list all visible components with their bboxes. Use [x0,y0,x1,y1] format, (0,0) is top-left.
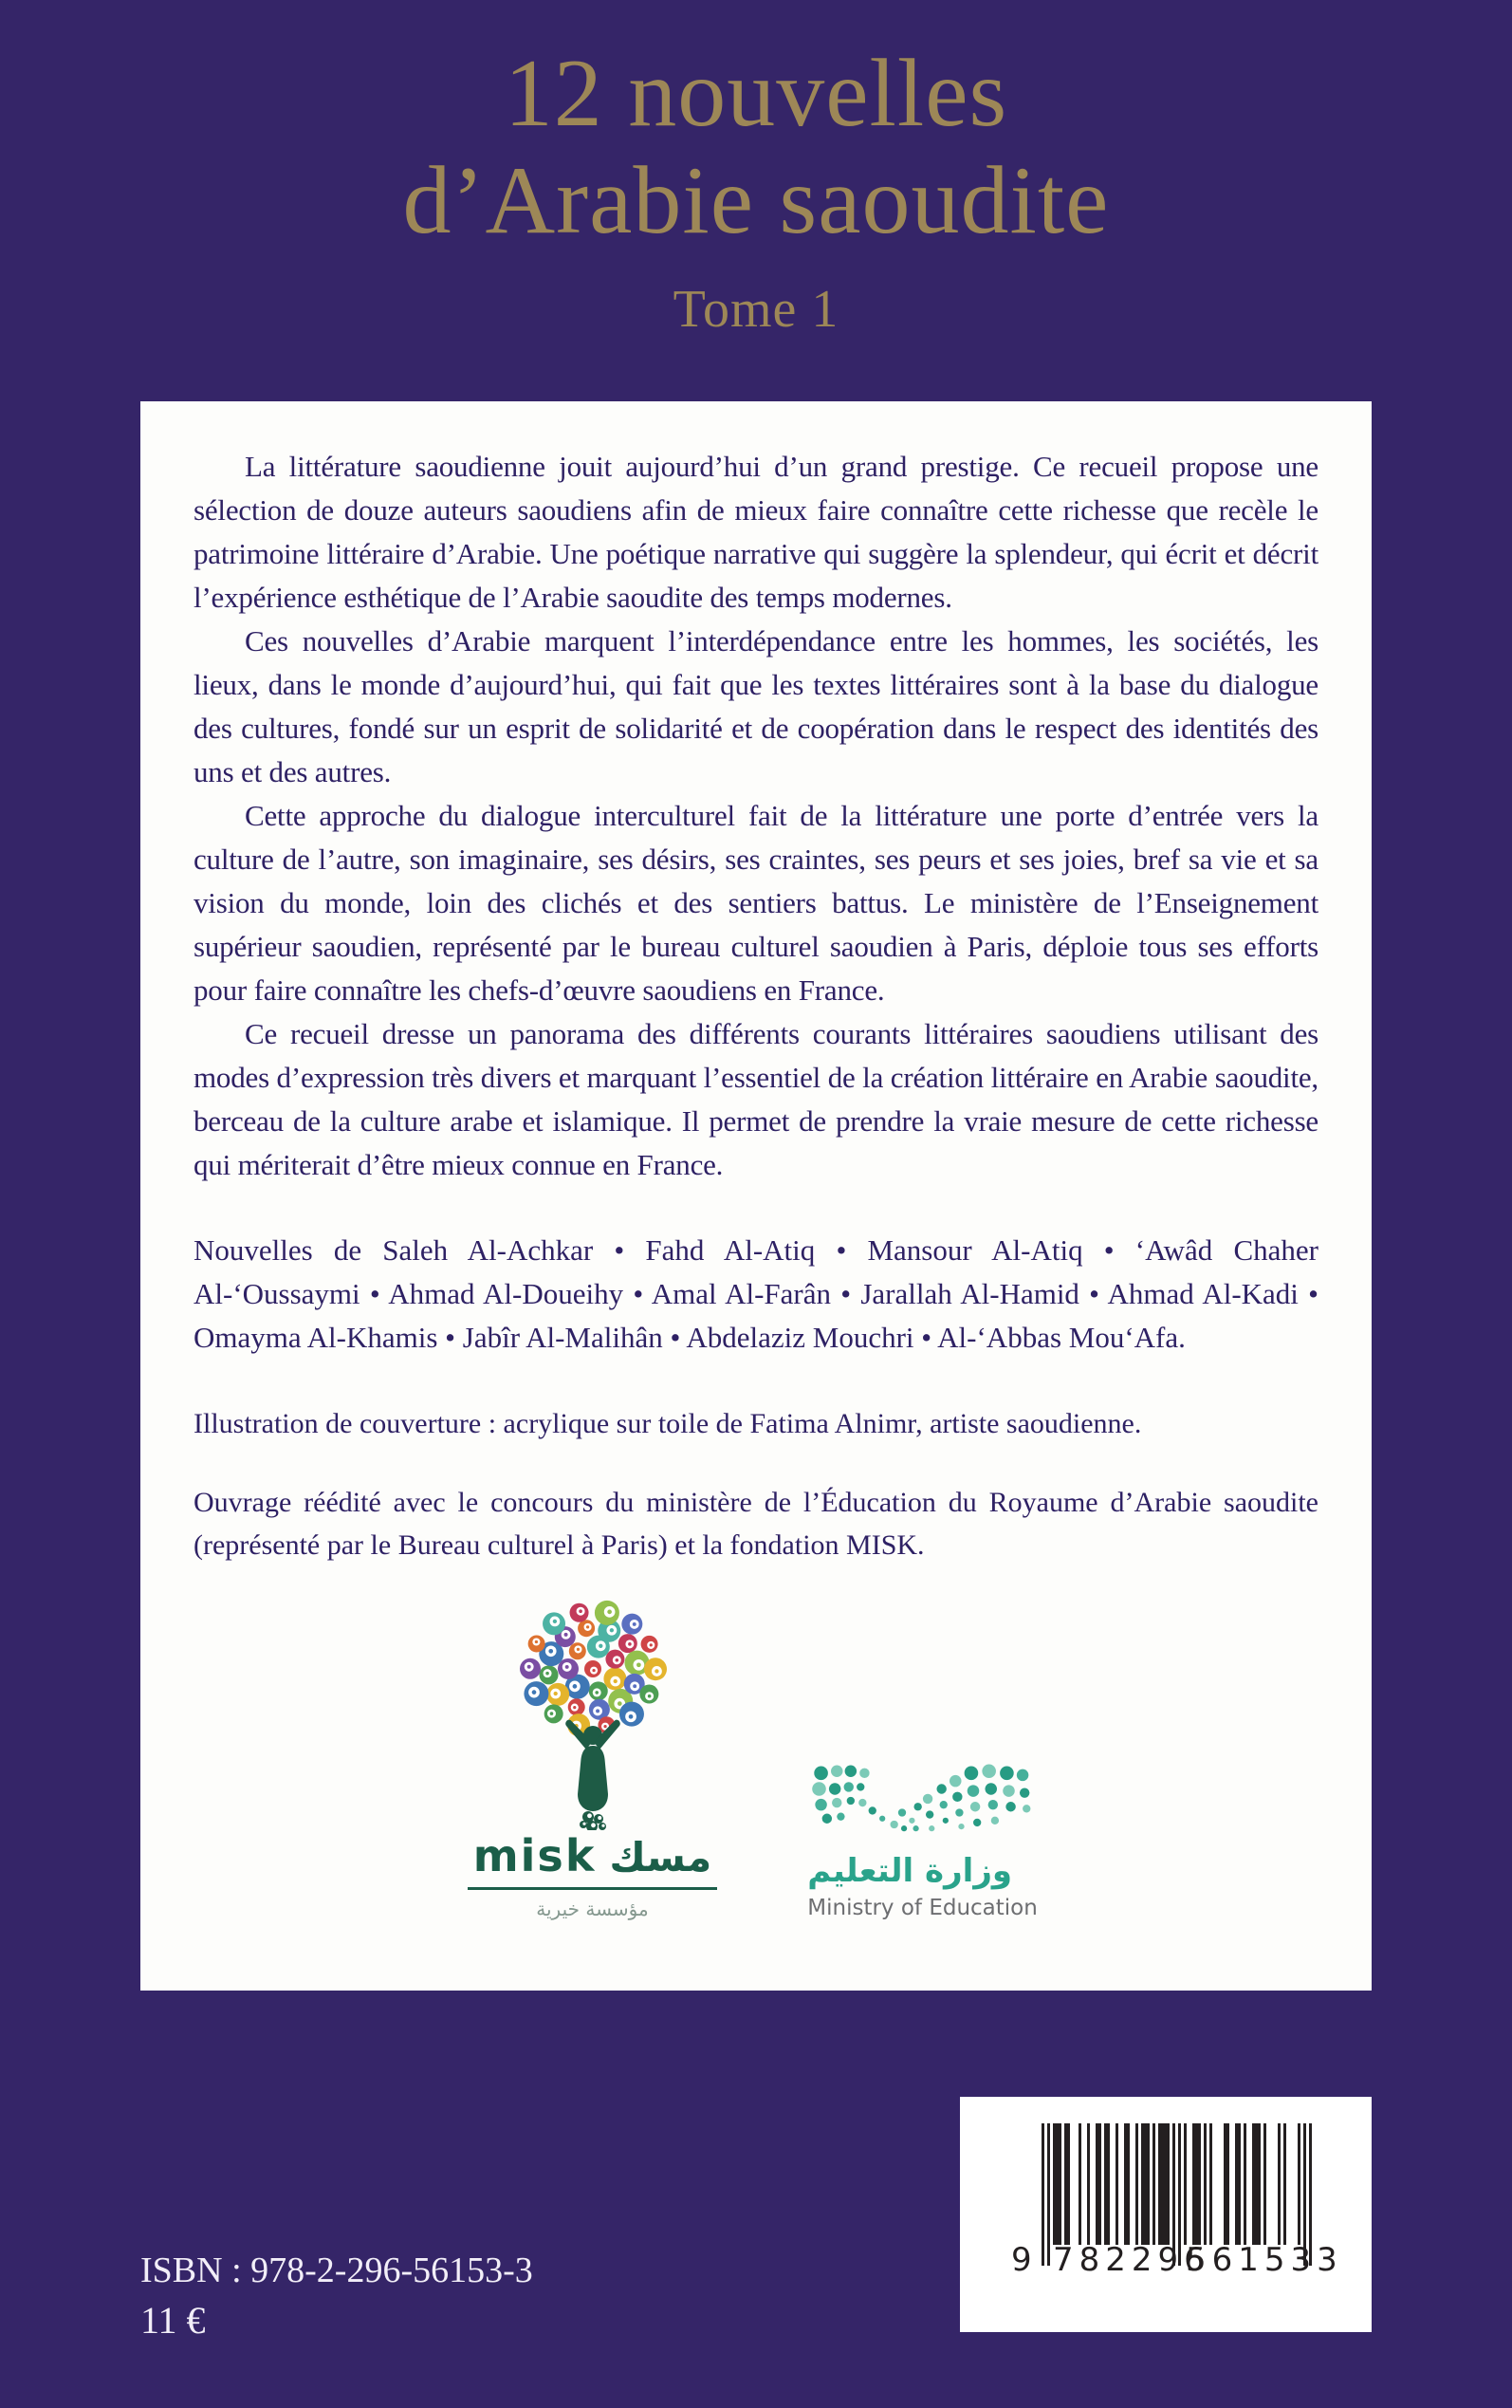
body-paragraph: Ces nouvelles d’Arabie marquent l’interdépendance entre les hommes, les sociétés, les lieux, dans le monde d’aujourd’hui, qui fait que les textes littéraires sont à la base du dialogue des cultures, fondé sur un esprit de solidarité et de coopération dans le respect des identités des uns et des autres. [194,624,1318,788]
book-volume: Tome 1 [673,280,839,339]
book-title-line-1: 12 nouvelles [504,40,1008,147]
publisher-logos-row [194,1593,1318,1920]
reissue-note: Ouvrage réédité avec le concours du ministère de l’Éducation du Royaume d’Arabie saoudite (représenté par le Bureau culturel à Paris) et la fondation MISK. [194,1487,1318,1561]
ministry-name-arabic: وزارة التعليم [807,1852,1013,1890]
barcode-digits-group2: 561533 [1186,2241,1343,2279]
misk-foundation-logo [468,1593,718,1920]
barcode-digits-group1: 782296 [1053,2241,1210,2279]
body-paragraph: La littérature saoudienne jouit aujourd’hui d’un grand prestige. Ce recueil propose une sélection de douze auteurs saoudiens afin de mieux faire connaître cette richesse que recèle le patrimoine littéraire d’Arabie. Une poétique narrative qui suggère la splendeur, qui écrit et décrit l’expérience esthétique de l’Arabie saoudite des temps modernes. [194,450,1318,614]
barcode-digit-left: 9 [1011,2241,1038,2279]
illustration-credit: Illustration de couverture : acrylique sur toile de Fatima Alnimr, artiste saoudienne. [194,1408,1142,1439]
book-title-line-2: d’Arabie saoudite [402,147,1110,254]
misk-tree-icon [493,1593,692,1830]
misk-tagline-arabic: مؤسسة خيرية [536,1898,649,1920]
misk-wordmark [468,1830,718,1890]
title-block [0,40,1512,338]
misk-arabic-text: مسك [609,1834,712,1880]
ministry-name-english: Ministry of Education [807,1896,1038,1920]
misk-latin-text: misk [472,1830,597,1881]
barcode-wrap [1011,2123,1343,2313]
price-label: 11 € [140,2299,206,2342]
barcode [960,2097,1372,2332]
ministry-of-education-logo [807,1759,1044,1920]
footer-text [140,2247,533,2347]
authors-list: Nouvelles de Saleh Al-Achkar • Fahd Al-Atiq • Mansour Al-Atiq • ‘Awâd Chaher Al-‘Oussaymi • Ahmad Al-Doueihy • Amal Al-Farân • Jarallah Al-Hamid • Ahmad Al-Kadi • Omayma Al-Khamis • Jabîr Al-Malihân • Abdelaziz Mouchri • Al-‘Abbas Mou‘Afa. [194,1233,1318,1354]
ministry-dots-icon [807,1759,1044,1843]
back-cover-text-panel [140,401,1372,1991]
body-paragraph: Cette approche du dialogue interculturel fait de la littérature une porte d’entrée vers la culture de l’autre, son imaginaire, ses désirs, ses craintes, ses peurs et ses joies, bref sa vie et sa vision du monde, loin des clichés et des sentiers battus. Le ministère de l’Enseignement supérieur saoudien, représenté par le bureau culturel saoudien à Paris, déploie tous ses efforts pour faire connaître les chefs-d’œuvre saoudiens en France. [194,799,1318,1007]
isbn-label: ISBN : 978-2-296-56153-3 [140,2251,533,2290]
body-paragraph: Ce recueil dresse un panorama des différents courants littéraires saoudiens utilisant des modes d’expression très divers et marquant l’essentiel de la création littéraire en Arabie saoudite, berceau de la culture arabe et islamique. Il permet de prendre la vraie mesure de cette richesse qui mériterait d’être mieux connue en France. [194,1017,1318,1181]
